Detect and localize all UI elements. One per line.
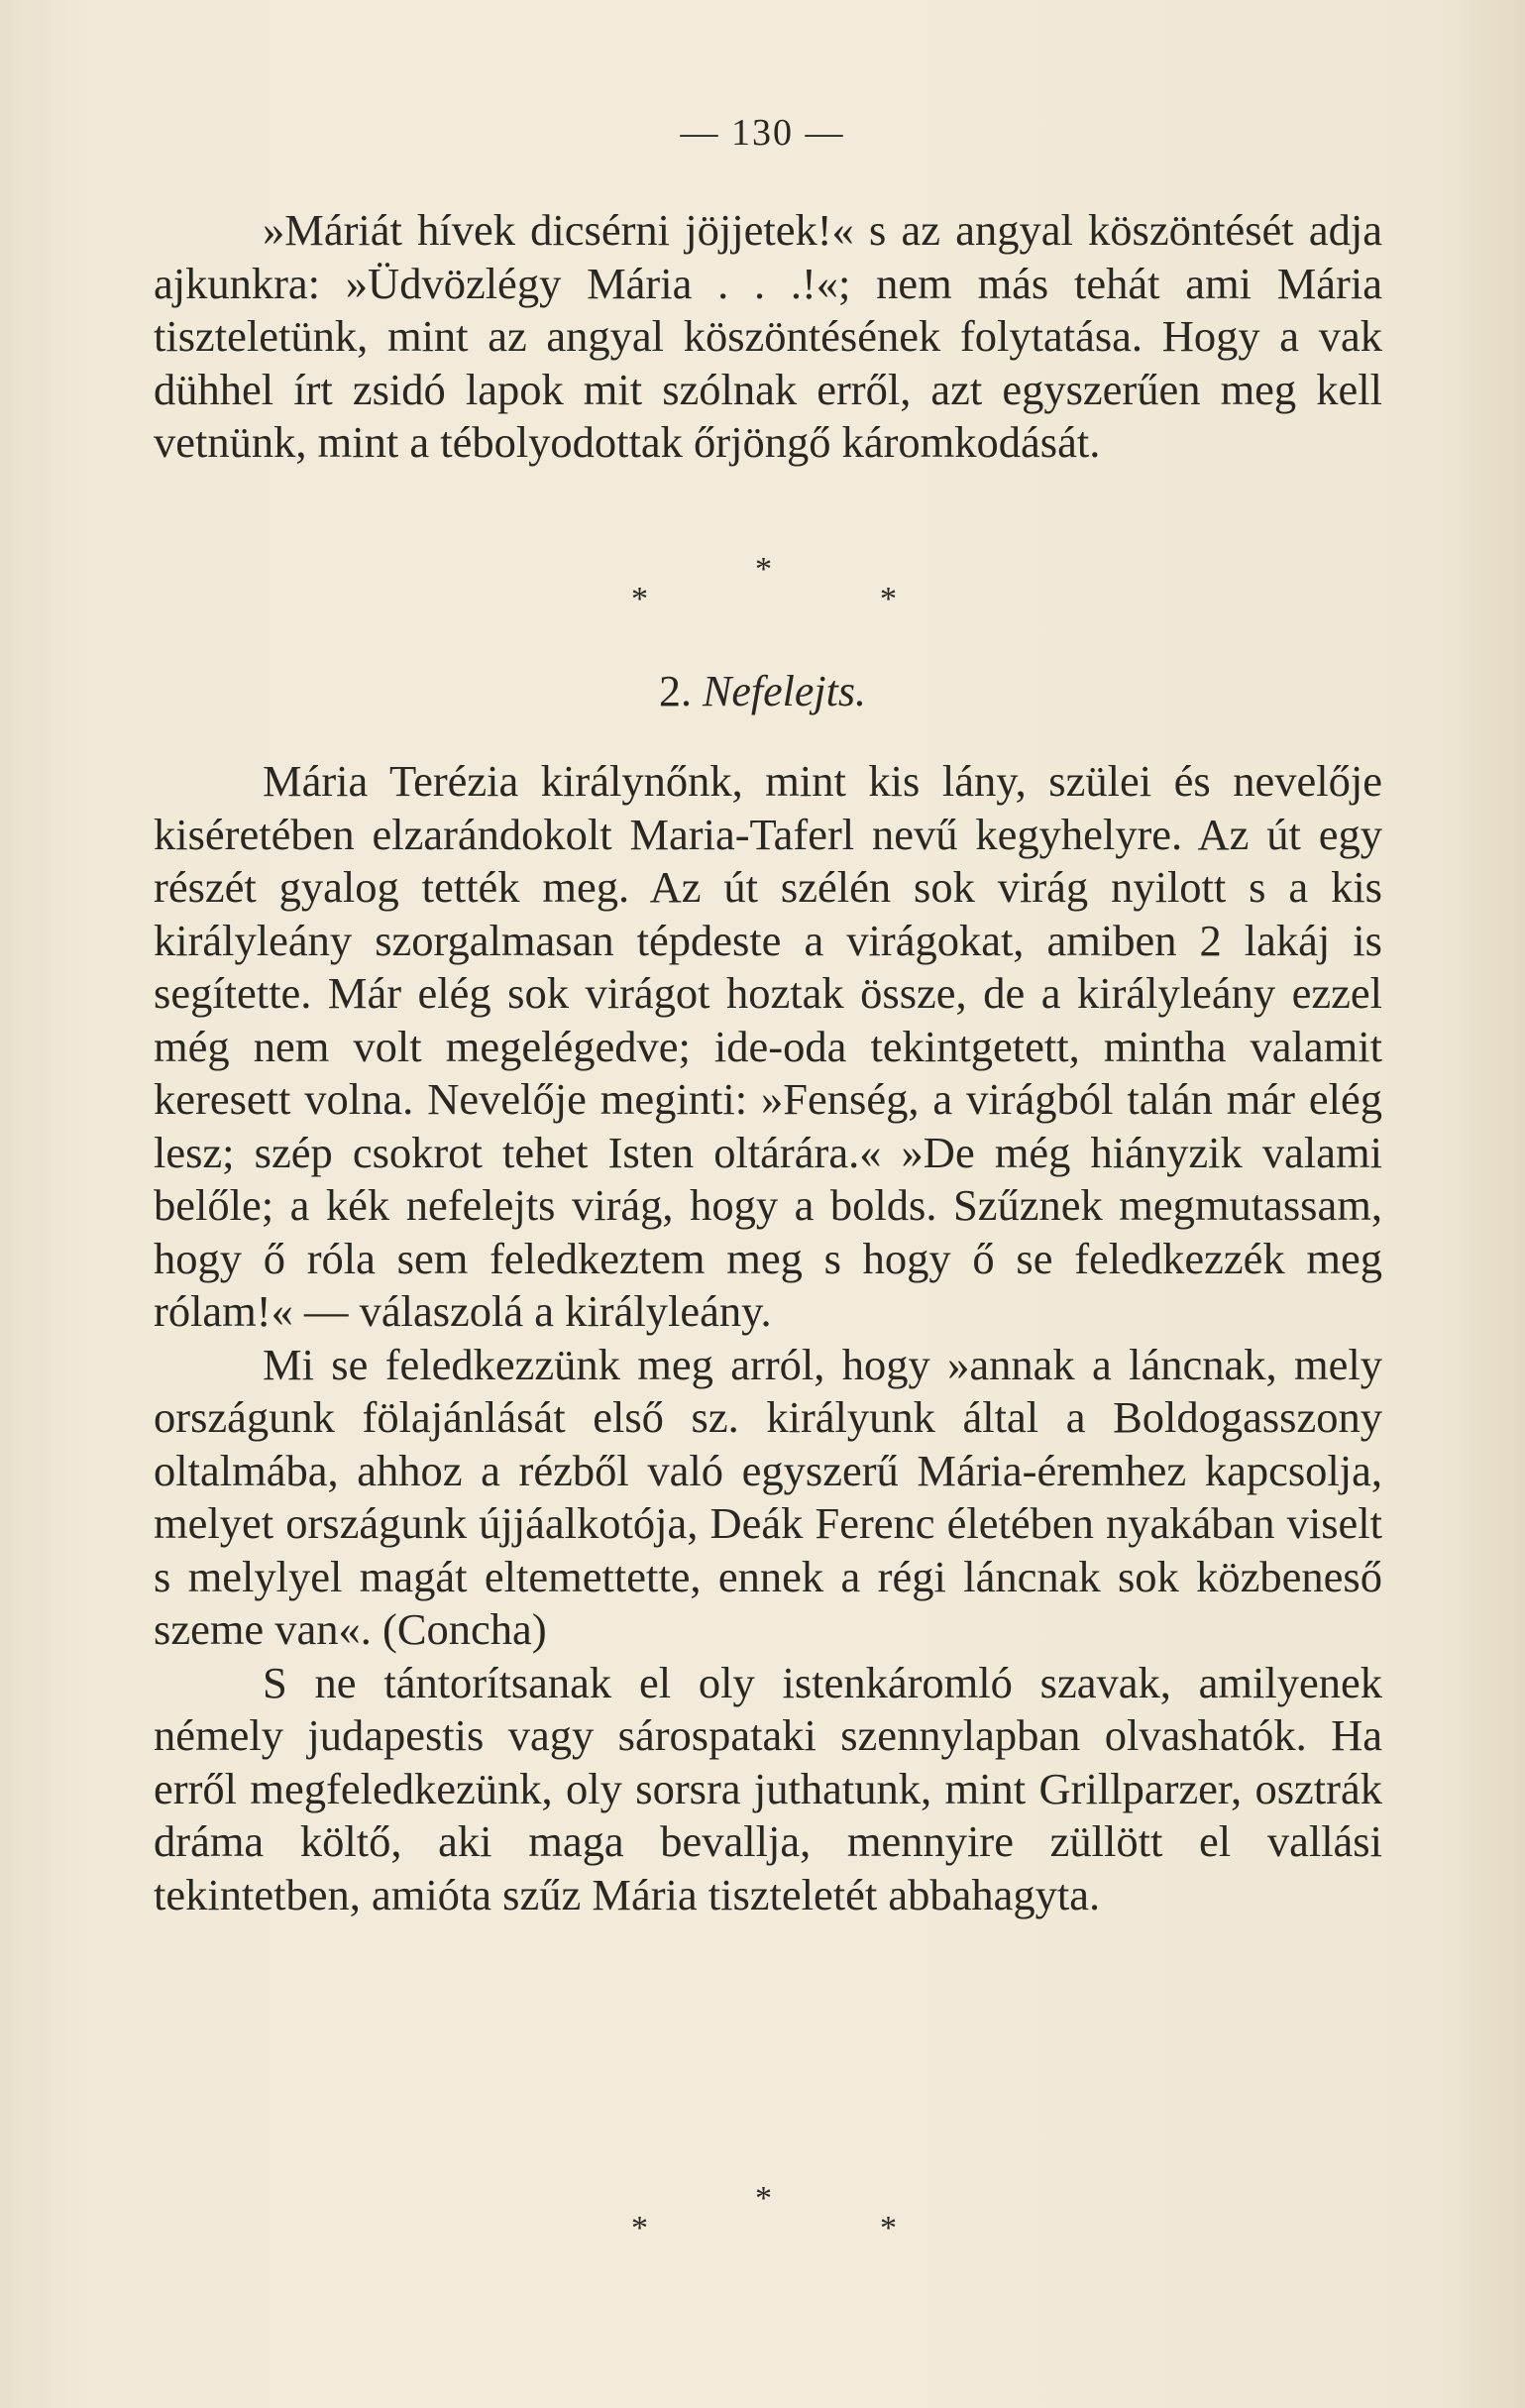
paragraph: Mi se feledkezzünk meg arról, hogy »annak a láncnak, mely országunk fölajánlását első sz. királyunk által a Boldogasszony oltalmába, ahhoz a rézből való egyszerű Mária-éremhez kapcsolja, melyet országunk újjáalkotója, Deák Ferenc életében nyakában viselt s melylyel magát eltemettette, ennek a régi láncnak sok közbeneső szeme van«. (Concha) <box>154 1339 1382 1654</box>
page-number: — 130 — <box>680 112 845 154</box>
paragraph-intro: »Máriát hívek dicsérni jöjjetek!« s az angyal köszöntését adja ajkunkra: »Üdvözlégy Mária . . .!«; nem más tehát ami Mária tiszteletünk, mint az angyal köszöntésének folytatása. Hogy a vak dühhel írt zsidó lapok mit szólnak erről, azt egyszerűen meg kell vetnünk, mint a tébolyodottak őrjöngő káromkodását. <box>154 205 1382 467</box>
asterism-separator <box>0 551 1525 630</box>
asterisk-glyph: * <box>631 581 648 617</box>
paragraph: S ne tántorítsanak el oly istenkáromló szavak, amilyenek némely judapestis vagy sárospataki szennylapban olvashatók. Ha erről megfeledkezünk, oly sorsra juthatunk, mint Grillparzer, osztrák dráma költő, aki maga bevallja, mennyire züllött el vallási tekintetben, amióta szűz Mária tiszteletét abbahagyta. <box>154 1657 1382 1919</box>
asterisk-glyph: * <box>880 2210 897 2246</box>
section-title: Nefelejts. <box>703 667 866 715</box>
asterisk-glyph: * <box>880 581 897 617</box>
section-number: 2. <box>659 667 693 715</box>
paragraph: Mária Terézia királynőnk, mint kis lány, szülei és nevelője kiséretében elzarándokolt Maria-Taferl nevű kegyhelyre. Az út egy részét gyalog tették meg. Az út szélén sok virág nyilott s a kis királyleány szorgalmasan tépdeste a virágokat, amiben 2 lakáj is segítette. Már elég sok virágot hoztak össze, de a királyleány ezzel még nem volt megelégedve; ide-oda tekintgetett, mintha valamit keresett volna. Nevelője meginti: »Fenség, a virágból talán már elég lesz; szép csokrot tehet Isten oltárára.« »De még hiányzik valami belőle; a kék nefelejts virág, hogy a bolds. Szűznek megmutassam, hogy ő róla sem feledkeztem meg s hogy ő se feledkezzék meg rólam!« — válaszolá a királyleány. <box>154 756 1382 1336</box>
text-block-intro <box>154 204 1382 470</box>
asterism-separator <box>0 2180 1525 2259</box>
text-block-main <box>154 755 1382 1921</box>
asterisk-glyph: * <box>755 2180 772 2217</box>
section-heading <box>0 666 1525 716</box>
asterisk-glyph: * <box>631 2210 648 2246</box>
asterisk-glyph: * <box>755 551 772 588</box>
